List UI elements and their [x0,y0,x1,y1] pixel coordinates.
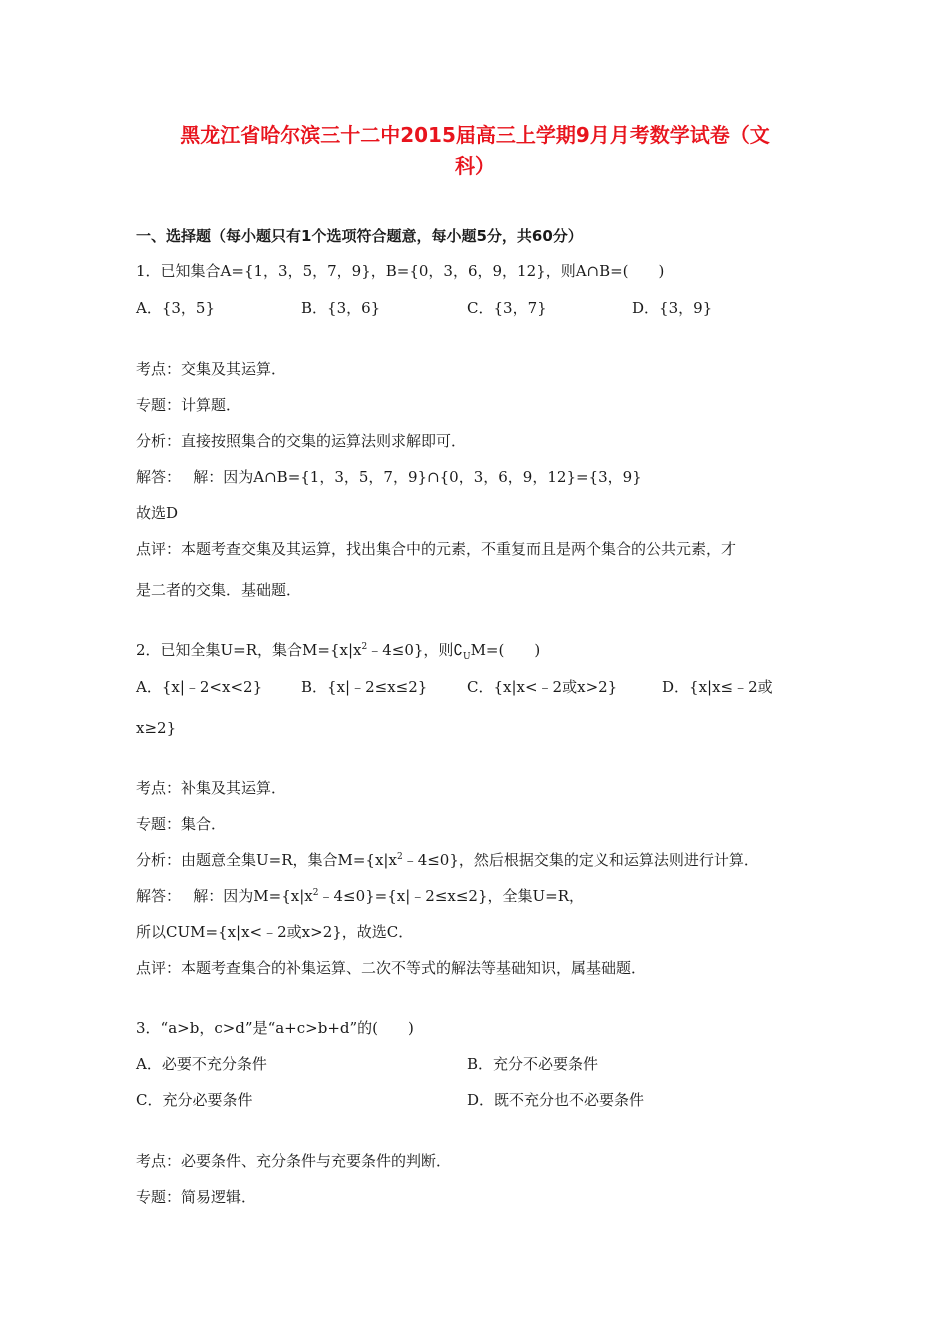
q1-stem: 1．已知集合A={1，3，5，7，9}，B={0，3，6，9，12}，则A∩B=( ) [136,262,665,280]
q3-zhuanti: 专题：简易逻辑． [136,1188,257,1206]
q2-fenxi: 分析：由题意全集U=R，集合$M=\{x|x^2﹣4\le 0\}$，然后根据交集的定义和运算法则进行计算． [136,851,759,869]
q2-option-a: A．{x|﹣2<x<2} [136,678,263,696]
section-heading: 一、选择题（每小题只有1个选项符合题意，每小题5分，共60分） [136,227,583,245]
q2-kaodian: 考点：补集及其运算． [136,779,287,797]
q1-option-a: A．{3，5} [136,299,216,317]
exam-title-line1: 黑龙江省哈尔滨三十二中2015届高三上学期9月月考数学试卷（文 [180,123,770,147]
q2-dianping: 点评：本题考查集合的补集运算、二次不等式的解法等基础知识，属基础题． [136,959,647,977]
q1-option-b: B．{3，6} [301,299,381,317]
q3-option-d: D．既不充分也不必要条件 [467,1091,645,1109]
q1-option-d: D．{3，9} [632,299,713,317]
exam-title-line2: 科） [455,154,495,178]
q1-kaodian: 考点：交集及其运算． [136,360,287,378]
q1-fenxi: 分析：直接按照集合的交集的运算法则求解即可． [136,432,467,450]
q2-suoyi: 所以CUM={x|x<﹣2或x>2}，故选C． [136,923,414,941]
q2-option-d: D．{x|x≤﹣2或 [662,678,773,696]
q2-zhuanti: 专题：集合． [136,815,227,833]
q3-option-a: A．必要不充分条件 [136,1055,267,1073]
q1-zhuanti: 专题：计算题． [136,396,242,414]
q2-stem: 2．已知全集U=R，集合$M=\{x|x^2﹣4\le 0\}$，则$∁_UM=$( ) [136,641,541,662]
q3-stem: 3．“a>b，c>d”是“a+c>b+d”的( ) [136,1019,414,1037]
q3-option-b: B．充分不必要条件 [467,1055,599,1073]
exam-title [120,120,830,182]
q1-dianping-line1: 点评：本题考查交集及其运算，找出集合中的元素，不重复而且是两个集合的公共元素，才 [136,540,737,558]
q1-dianping-line2: 是二者的交集．基础题． [136,581,302,599]
q3-option-c: C．充分必要条件 [136,1091,253,1109]
q1-option-c: C．{3，7} [467,299,547,317]
q1-answer: 故选D [136,504,179,522]
q2-option-d-cont: x≥2} [136,719,177,737]
q2-option-b: B．{x|﹣2≤x≤2} [301,678,428,696]
q3-kaodian: 考点：必要条件、充分条件与充要条件的判断． [136,1152,452,1170]
q1-jieda: 解答： 解：因为A∩B={1，3，5，7，9}∩{0，3，6，9，12}={3，9} [136,468,642,486]
q2-jieda: 解答： 解：因为$M=\{x|x^2﹣4\le 0\}=\{x|﹣2\le x\le 2\}$，全集U=R， [136,887,585,905]
q2-option-c: C．{x|x<﹣2或x>2} [467,678,618,696]
